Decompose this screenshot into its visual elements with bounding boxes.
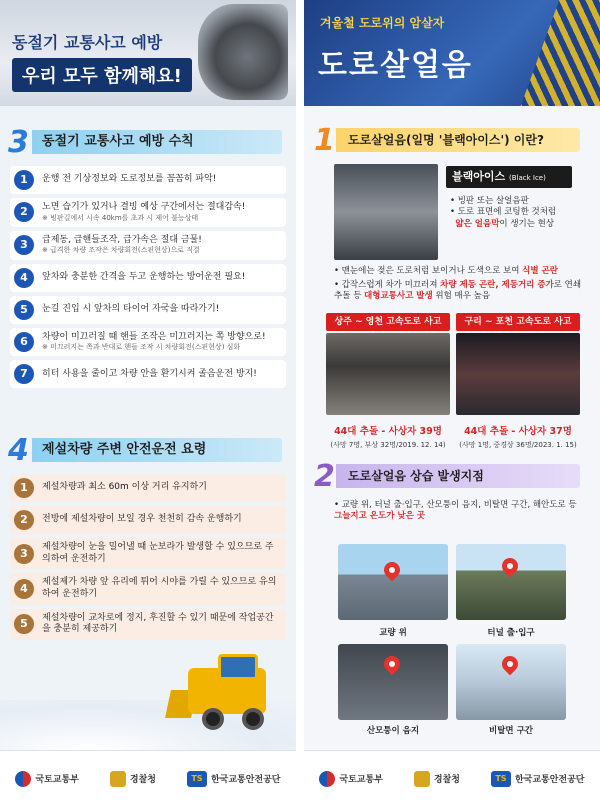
section4-heading: [8, 432, 282, 468]
right-footer-logos: [304, 750, 600, 806]
left-footer-logos: [0, 750, 296, 806]
accident-photo: [456, 333, 580, 415]
list-item-text: [42, 235, 202, 256]
item-number-badge: 3: [14, 235, 34, 255]
snowplow-safety-list: [10, 474, 286, 644]
list-item: [10, 573, 286, 604]
list-item-text: 제설제가 차량 앞 유리에 튀어 시야를 가릴 수 있으므로 유의하여 운전하기: [42, 577, 277, 600]
kotsa-name: 한국교통안전공단: [210, 775, 281, 785]
right-header-banner: [304, 0, 600, 106]
list-item: [10, 538, 286, 569]
item-number-badge: 2: [14, 510, 34, 530]
black-ice-definition: [450, 196, 580, 230]
list-item: [10, 474, 286, 502]
section4-title: 제설차량 주변 안전운전 요령: [32, 438, 282, 462]
hard-to-identify-note: [334, 266, 584, 277]
kotsa-logo: [187, 771, 281, 787]
black-ice-label-en: (Black Ice): [508, 174, 546, 182]
hotspots-title: 도로살얼음 상습 발생지점: [336, 464, 580, 488]
black-ice-heading: [314, 122, 580, 158]
list-item: [10, 166, 286, 194]
road-line-decoration: [518, 0, 600, 106]
thin-ice-film-text: 얇은 얼음막: [455, 218, 500, 229]
molit-name: 국토교통부: [35, 775, 79, 785]
list-item: [10, 231, 286, 260]
police-emblem-icon: [414, 771, 430, 787]
snowplow-illustration: [168, 650, 278, 736]
accident-casualties: 44대 추돌 - 사상자 37명: [464, 426, 572, 437]
list-item-note: ※ 빙판길에서 시속 40km를 초과 시 제어 불능상태: [42, 213, 199, 222]
list-item: [10, 198, 286, 227]
molit-name: 국토교통부: [339, 775, 383, 785]
plow-wheel: [242, 708, 264, 730]
hotspots-heading: [314, 458, 580, 494]
item-number-badge: 4: [14, 268, 34, 288]
list-item-main: 차량이 미끄러질 때 핸들 조작은 미끄러지는 쪽 방향으로!: [42, 331, 266, 342]
location-pin-icon: [381, 653, 404, 676]
right-header-title: 도로살얼음: [318, 48, 473, 83]
police-logo: [110, 771, 156, 787]
list-item: [10, 328, 286, 357]
note-text: 로 연쇄 추돌 등: [334, 280, 582, 302]
danger-note: [334, 280, 590, 303]
taegeuk-icon: [15, 771, 31, 787]
left-header-slogan: 우리 모두 함께해요!: [12, 58, 192, 92]
accident-card: [326, 313, 450, 450]
list-item: [10, 264, 286, 292]
section3-title: 동절기 교통사고 예방 수칙: [32, 130, 282, 154]
list-item-text: 운행 전 기상정보와 도로정보를 꼼꼼히 파악!: [42, 174, 217, 185]
section-number: 4: [8, 432, 29, 468]
list-item-note: ※ 미끄러지는 쪽과 반대로 핸들 조작 시 차량회전(스핀현상) 심화: [42, 343, 241, 352]
list-item: [10, 609, 286, 640]
snow-tire-image: [198, 4, 288, 100]
definition-line: • 빙판 또는 살얼음판: [450, 196, 529, 206]
item-number-badge: 1: [14, 478, 34, 498]
note-text: • 갑작스럽게 차가 미끄러져: [334, 280, 438, 290]
definition-tail: 이 생기는 현상: [499, 218, 555, 229]
accident-detail: (사망 1명, 중경상 36명/2023. 1. 15): [459, 441, 577, 449]
section-number: 3: [8, 124, 29, 160]
kotsa-name: 한국교통안전공단: [514, 775, 585, 785]
bridge-illustration: [338, 544, 448, 620]
item-number-badge: 4: [14, 579, 34, 599]
location-pin-icon: [381, 559, 404, 582]
note-highlight: 식별 곤란: [522, 266, 558, 276]
hotspots-description: [334, 500, 584, 523]
police-name: 경찰청: [129, 775, 156, 785]
hotspots-highlight: 그늘지고 온도가 낮은 곳: [334, 511, 425, 522]
spot-label: 산모퉁이 음지: [366, 726, 420, 736]
left-leaflet: [0, 0, 296, 806]
accident-detail: (사망 7명, 부상 32명/2019. 12. 14): [330, 441, 446, 449]
police-name: 경찰청: [433, 775, 460, 785]
list-item-main: 노면 습기가 있거나 결빙 예상 구간에서는 절대감속!: [42, 202, 246, 212]
note-highlight: 대형교통사고 발생: [364, 291, 433, 302]
right-header-subtitle: 겨울철 도로위의 암살자: [320, 16, 445, 30]
item-number-badge: 5: [14, 300, 34, 320]
left-header-banner: [0, 0, 296, 106]
item-number-badge: 3: [14, 544, 34, 564]
police-emblem-icon: [110, 771, 126, 787]
section3-heading: [8, 124, 282, 160]
black-ice-label: [446, 166, 572, 188]
definition-line: [450, 219, 580, 230]
list-item-text: 전방에 제설차량이 보일 경우 천천히 감속 운행하기: [42, 514, 242, 525]
item-number-badge: 6: [14, 332, 34, 352]
list-item: [10, 506, 286, 534]
note-text: • 맨눈에는 젖은 도로처럼 보이거나 도색으로 보여: [334, 266, 520, 276]
list-item-text: [42, 202, 245, 223]
list-item-text: 제설차량이 교차로에 정지, 후진할 수 있기 때문에 작업공간을 충분히 제공하기: [42, 612, 274, 635]
section-number: 1: [314, 122, 335, 158]
ts-logo-icon: TS: [491, 771, 511, 787]
hotspots-text: • 교량 위, 터널 출·입구, 산모퉁이 음지, 비탈면 구간, 해안도로 등: [334, 500, 577, 510]
police-logo: [414, 771, 460, 787]
list-item-main: 급제동, 급핸들조작, 급가속은 절대 금물!: [42, 234, 202, 245]
plow-cab: [218, 654, 258, 680]
note-highlight: 차량 제동 곤란, 제동거리 증가: [440, 280, 554, 290]
accident-casualties: 44대 추돌 - 사상자 39명: [334, 426, 442, 437]
ts-logo-icon: TS: [187, 771, 207, 787]
shaded-curve-illustration: [338, 644, 448, 720]
taegeuk-icon: [319, 771, 335, 787]
list-item-text: [42, 332, 266, 353]
accident-location-tag: 상주 ~ 영천 고속도로 사고: [326, 313, 450, 331]
black-ice-label-kr: 블랙아이스: [452, 170, 506, 183]
section-number: 2: [314, 458, 335, 494]
accident-photo: [326, 333, 450, 415]
icy-road-photo: [334, 164, 438, 260]
tunnel-illustration: [456, 544, 566, 620]
item-number-badge: 2: [14, 202, 34, 222]
right-leaflet: [304, 0, 600, 806]
location-pin-icon: [499, 653, 522, 676]
item-number-badge: 7: [14, 364, 34, 384]
slope-illustration: [456, 644, 566, 720]
list-item-text: 제설차량이 눈을 밀어낼 때 눈보라가 발생할 수 있으므로 주의하여 운전하기: [42, 542, 274, 564]
item-number-badge: 5: [14, 614, 34, 634]
spot-label: 교량 위: [379, 628, 407, 638]
list-item-text: 히터 사용을 줄이고 차량 안을 환기시켜 졸음운전 방지!: [42, 368, 257, 379]
list-item-note: ※ 급격한 차량 조작은 차량회전(스핀현상)으로 직결: [42, 246, 200, 255]
list-item-text: 앞차와 충분한 간격을 두고 운행하는 방어운전 필요!: [42, 271, 246, 282]
list-item-text: 제설차량과 최소 60m 이상 거리 유지하기: [42, 482, 207, 493]
item-number-badge: 1: [14, 170, 34, 190]
list-item-text: 눈길 진입 시 앞차의 타이어 자국을 따라가기!: [42, 303, 220, 314]
left-header-title: 동절기 교통사고 예방: [12, 33, 163, 52]
note-text: 위험 매우 높음: [435, 291, 491, 302]
spot-label: 비탈면 구간: [488, 726, 533, 736]
location-pin-icon: [499, 555, 522, 578]
list-item: [10, 360, 286, 388]
molit-logo: [319, 771, 382, 787]
prevention-rules-list: [10, 166, 286, 392]
list-item: [10, 296, 286, 324]
spot-label: 터널 출·입구: [487, 628, 535, 638]
molit-logo: [15, 771, 78, 787]
black-ice-title: 도로살얼음(일명 '블랙아이스') 이란?: [336, 128, 580, 152]
plow-wheel: [202, 708, 224, 730]
accident-location-tag: 구리 ~ 포천 고속도로 사고: [456, 313, 580, 331]
accident-card: [456, 313, 580, 450]
kotsa-logo: [491, 771, 585, 787]
definition-line: • 도로 표면에 코팅한 것처럼: [450, 207, 557, 218]
